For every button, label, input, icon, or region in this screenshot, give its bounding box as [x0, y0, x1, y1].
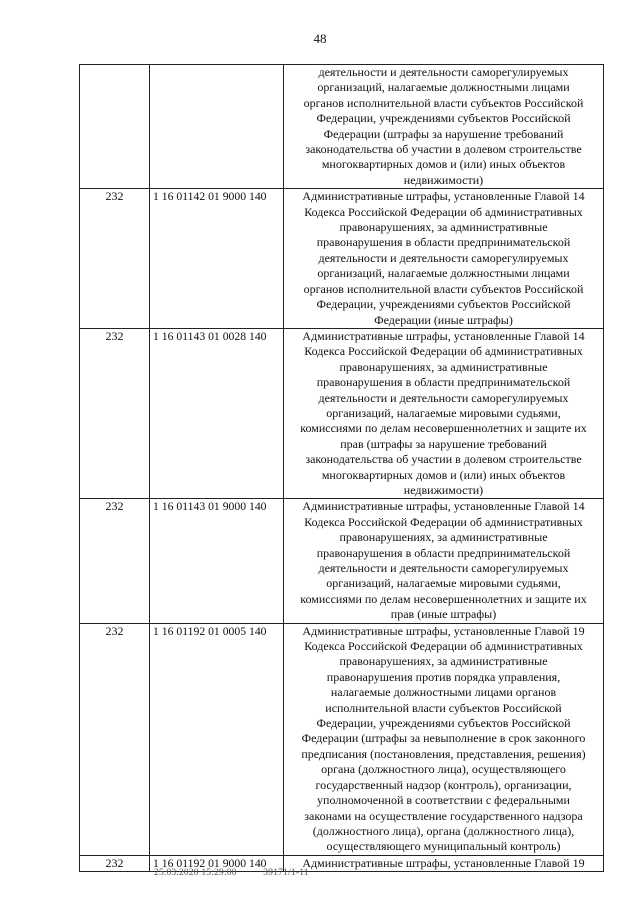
budget-classification-code-cell: 1 16 01192 01 0005 140 [150, 623, 284, 855]
admin-code-cell [80, 65, 150, 189]
revenue-name-line: Административные штрафы, установленные Главой 19 [302, 623, 585, 638]
revenue-name-line: правонарушениях, за административные [339, 654, 548, 669]
revenue-name-line: деятельности и деятельности саморегулируемых [318, 390, 569, 405]
revenue-name-line: Кодекса Российской Федерации об административных [304, 514, 583, 529]
kbk-table [79, 64, 604, 872]
revenue-name-line: недвижимости) [403, 172, 484, 187]
budget-classification-code-cell [150, 65, 284, 189]
document-footer [154, 868, 309, 878]
page-number: 48 [313, 31, 327, 46]
table-row [80, 623, 604, 855]
revenue-name-line: органов исполнительной власти субъектов Российской [303, 95, 584, 110]
revenue-name-line: органов исполнительной власти субъектов Российской [303, 281, 584, 296]
revenue-name-line: комиссиями по делам несовершеннолетних и защите их [300, 421, 587, 436]
revenue-name-line: деятельности и деятельности саморегулируемых [318, 250, 569, 265]
budget-classification-code-cell: 1 16 01142 01 9000 140 [150, 189, 284, 329]
revenue-name-line: недвижимости) [403, 482, 484, 497]
revenue-name-line: органа (должностного лица), осуществляющего [321, 762, 566, 777]
revenue-name-line: налагаемые должностными лицами органов [330, 685, 557, 700]
revenue-name-line: предписания (постановления, представления, решения) [301, 746, 586, 761]
revenue-name-line: Кодекса Российской Федерации об административных [304, 204, 583, 219]
revenue-name-line: исполнительной власти субъектов Российской [325, 700, 562, 715]
revenue-name-line: (должностного лица), органа (должностного лица), [312, 823, 575, 838]
revenue-name-line: Федерации (иные штрафы) [374, 312, 513, 327]
admin-code-cell: 232 [80, 189, 150, 329]
revenue-name-line: организаций, налагаемые мировыми судьями, [326, 405, 561, 420]
revenue-name-line: законами на осуществление государственного надзора [304, 808, 583, 823]
revenue-name-line: Административные штрафы, установленные Главой 14 [302, 328, 585, 343]
revenue-name-line: государственный надзор (контроль), организации, [315, 777, 572, 792]
revenue-name-line: правонарушения против порядка управления, [326, 669, 561, 684]
table-row [80, 499, 604, 623]
revenue-name-cell [284, 499, 604, 623]
revenue-name-line: Федерации, учреждениями субъектов Российской [316, 716, 571, 731]
table-row [80, 65, 604, 189]
revenue-name-line: прав (штрафы за нарушение требований [340, 436, 547, 451]
revenue-name-line: организаций, налагаемые должностными лицами [317, 80, 570, 95]
budget-classification-code-cell: 1 16 01143 01 0028 140 [150, 328, 284, 498]
revenue-name-cell [284, 65, 604, 189]
revenue-name-line: Административные штрафы, установленные Главой 19 [302, 855, 585, 870]
revenue-name-line: Административные штрафы, установленные Главой 14 [302, 189, 585, 204]
revenue-name-line: правонарушения в области предпринимательской [316, 235, 571, 250]
revenue-name-line: Федерации, учреждениями субъектов Российской [316, 111, 571, 126]
table-row [80, 328, 604, 498]
table-row [80, 189, 604, 329]
revenue-name-cell [284, 328, 604, 498]
revenue-name-line: законодательства об участии в долевом строительстве [305, 142, 582, 157]
revenue-name-line: Кодекса Российской Федерации об административных [304, 344, 583, 359]
budget-classification-code-cell: 1 16 01192 01 9000 140 [150, 855, 284, 871]
revenue-name-line: правонарушениях, за административные [339, 530, 548, 545]
revenue-name-line: правонарушениях, за административные [339, 359, 548, 374]
footer-document-id: 39171/1-11 [263, 868, 309, 878]
revenue-name-line: уполномоченной в соответствии с федеральными [317, 793, 570, 808]
revenue-name-line: многоквартирных домов и (или) иных объектов [321, 467, 566, 482]
revenue-name-line: Федерации, учреждениями субъектов Российской [316, 297, 571, 312]
revenue-name-line: правонарушения в области предпринимательской [316, 545, 571, 560]
revenue-name-cell [284, 189, 604, 329]
revenue-name-line: организаций, налагаемые мировыми судьями, [326, 576, 561, 591]
budget-classification-code-cell: 1 16 01143 01 9000 140 [150, 499, 284, 623]
admin-code-cell: 232 [80, 623, 150, 855]
revenue-name-line: Федерации (штрафы за невыполнение в срок законного [301, 731, 586, 746]
revenue-name-cell [284, 623, 604, 855]
revenue-name-line: прав (иные штрафы) [390, 607, 497, 622]
admin-code-cell: 232 [80, 855, 150, 871]
revenue-name-line: комиссиями по делам несовершеннолетних и защите их [300, 591, 587, 606]
footer-timestamp: 25.03.2020 15:29:00 [154, 868, 237, 878]
revenue-name-line: деятельности и деятельности саморегулируемых [318, 561, 569, 575]
revenue-name-line: правонарушения в области предпринимательской [316, 375, 571, 390]
revenue-name-line: деятельности и деятельности саморегулируемых [318, 65, 569, 79]
revenue-name-line: законодательства об участии в долевом строительстве [305, 452, 582, 467]
revenue-name-cell [284, 855, 604, 871]
revenue-name-line: многоквартирных домов и (или) иных объектов [321, 157, 566, 172]
revenue-name-line: осуществляющего муниципальный контроль) [326, 839, 561, 854]
revenue-name-line: Федерации (штрафы за нарушение требований [323, 126, 564, 141]
revenue-name-line: организаций, налагаемые должностными лицами [317, 266, 570, 281]
admin-code-cell: 232 [80, 328, 150, 498]
revenue-name-line: Административные штрафы, установленные Главой 14 [302, 499, 585, 514]
admin-code-cell: 232 [80, 499, 150, 623]
revenue-name-line: Кодекса Российской Федерации об административных [304, 639, 583, 654]
revenue-name-line: правонарушениях, за административные [339, 220, 548, 235]
